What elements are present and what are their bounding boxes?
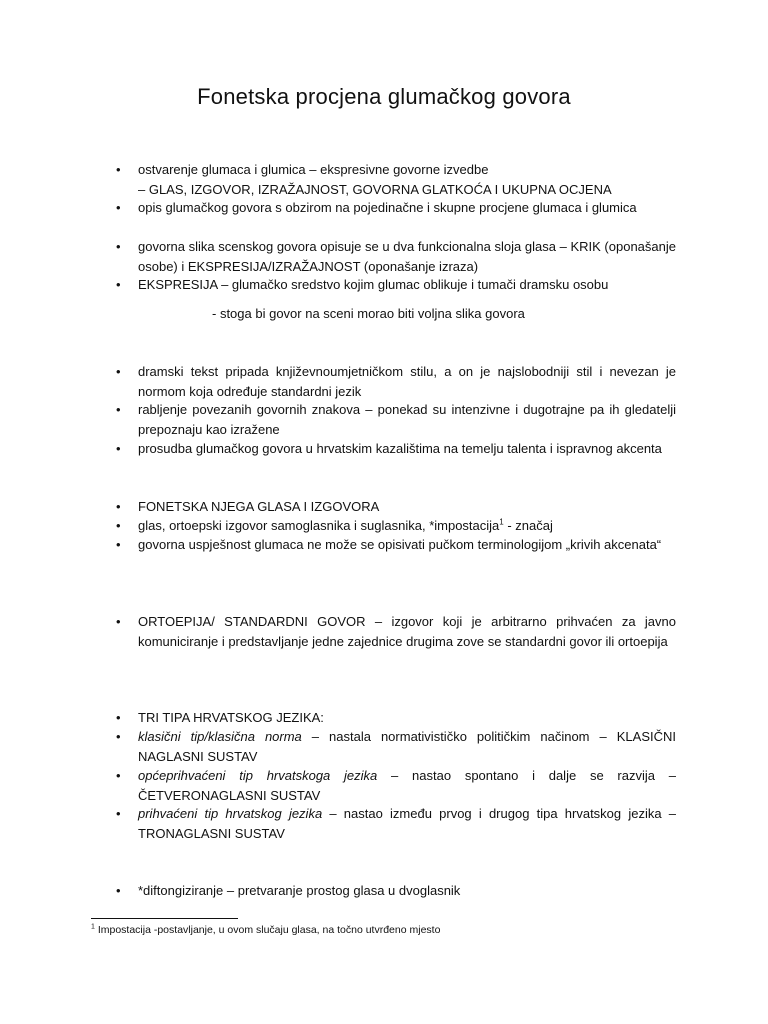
- list-item: [116, 160, 676, 199]
- list-item-text: – nastao spontano i dalje se razvija – ČETVERONAGLASNI SUSTAV: [138, 768, 676, 803]
- list-item: [116, 535, 676, 555]
- list-item: [116, 362, 676, 401]
- list-item: [116, 439, 676, 459]
- list-item-subline: – GLAS, IZGOVOR, IZRAŽAJNOST, GOVORNA GLATKOĆA I UKUPNA OCJENA: [138, 181, 612, 197]
- dash-note: - stoga bi govor na sceni morao biti voljna slika govora: [212, 306, 525, 321]
- list-item-emphasis: prihvaćeni tip hrvatskog jezika: [138, 806, 323, 821]
- bullet-icon: •: [116, 441, 121, 456]
- list-item: [116, 198, 676, 218]
- bullet-icon: •: [116, 710, 121, 725]
- footnote-text: Impostacija -postavljanje, u ovom slučaju glasa, na točno utvrđeno mjesto: [94, 924, 441, 936]
- bullet-icon: •: [116, 537, 121, 552]
- list-item-text: govorna slika scenskog govora opisuje se u dva funkcionalna sloja glasa – KRIK (oponašanje osobe) i EKSPRESIJA/IZRAŽAJNOST (oponašanje izraza): [138, 239, 676, 274]
- list-item-text: rabljenje povezanih govornih znakova – ponekad su intenzivne i dugotrajne pa ih gledatelji prepoznaju kao izražene: [138, 402, 676, 437]
- bullet-icon: •: [116, 729, 121, 744]
- list-item-text: EKSPRESIJA – glumačko sredstvo kojim glumac oblikuje i tumači dramsku osobu: [138, 277, 609, 292]
- list-item-emphasis: općeprihvaćeni tip hrvatskoga jezika: [138, 768, 378, 783]
- list-item: [116, 766, 676, 805]
- bullet-icon: •: [116, 614, 121, 629]
- bullet-icon: •: [116, 883, 121, 898]
- list-item: [116, 727, 676, 766]
- page-title: Fonetska procjena glumačkog govora: [197, 84, 571, 109]
- list-item: [116, 612, 676, 651]
- list-item-text: ORTOEPIJA/ STANDARDNI GOVOR – izgovor koji je arbitrarno prihvaćen za javno komuniciranje i predstavljanje jedne zajednice drugima zove se standardni govor ili ortoepija: [138, 614, 676, 649]
- bullet-icon: •: [116, 364, 121, 379]
- list-item-text: ostvarenje glumaca i glumica – ekspresivne govorne izvedbe: [138, 162, 489, 177]
- footnote-separator: [91, 918, 238, 919]
- bullet-icon: •: [116, 200, 121, 215]
- bullet-icon: •: [116, 518, 121, 533]
- list-item: [116, 400, 676, 439]
- bullet-icon: •: [116, 277, 121, 292]
- footnote: [91, 923, 440, 937]
- bullet-icon: •: [116, 768, 121, 783]
- list-item-text-tail: - značaj: [503, 518, 553, 533]
- footnote-mark: 1: [91, 923, 95, 931]
- list-item-text: FONETSKA NJEGA GLASA I IZGOVORA: [138, 499, 380, 514]
- bullet-icon: •: [116, 402, 121, 417]
- list-item-text: – nastala normativističko političkim načinom – KLASIČNI NAGLASNI SUSTAV: [138, 729, 676, 764]
- list-item-text: govorna uspješnost glumaca ne može se opisivati pučkom terminologijom „krivih akcenata“: [138, 537, 662, 552]
- list-item: [116, 881, 676, 901]
- list-item-text: opis glumačkog govora s obzirom na pojedinačne i skupne procjene glumaca i glumica: [138, 200, 637, 215]
- list-item: [116, 708, 676, 728]
- bullet-icon: •: [116, 162, 121, 177]
- list-item-text: dramski tekst pripada književnoumjetničkom stilu, a on je najslobodniji stil i nevezan je normom koja određuje standardni jezik: [138, 364, 676, 399]
- list-item-text: – nastao između prvog i drugog tipa hrvatskog jezika – TRONAGLASNI SUSTAV: [138, 806, 677, 841]
- bullet-icon: •: [116, 239, 121, 254]
- list-item-text: glas, ortoepski izgovor samoglasnika i suglasnika, *impostacija: [138, 518, 500, 533]
- list-item-text: *diftongiziranje – pretvaranje prostog glasa u dvoglasnik: [138, 883, 461, 898]
- list-item: [116, 516, 676, 536]
- list-item: [116, 275, 676, 295]
- bullet-icon: •: [116, 806, 121, 821]
- list-item-text: TRI TIPA HRVATSKOG JEZIKA:: [138, 710, 324, 725]
- list-item: [116, 237, 676, 276]
- list-item-text: prosudba glumačkog govora u hrvatskim kazalištima na temelju talenta i ispravnog akcenta: [138, 441, 662, 456]
- list-item-emphasis: klasični tip/klasična norma: [138, 729, 302, 744]
- list-item: [116, 804, 677, 843]
- bullet-icon: •: [116, 499, 121, 514]
- list-item: [116, 497, 676, 517]
- footnote-reference: 1: [499, 517, 504, 527]
